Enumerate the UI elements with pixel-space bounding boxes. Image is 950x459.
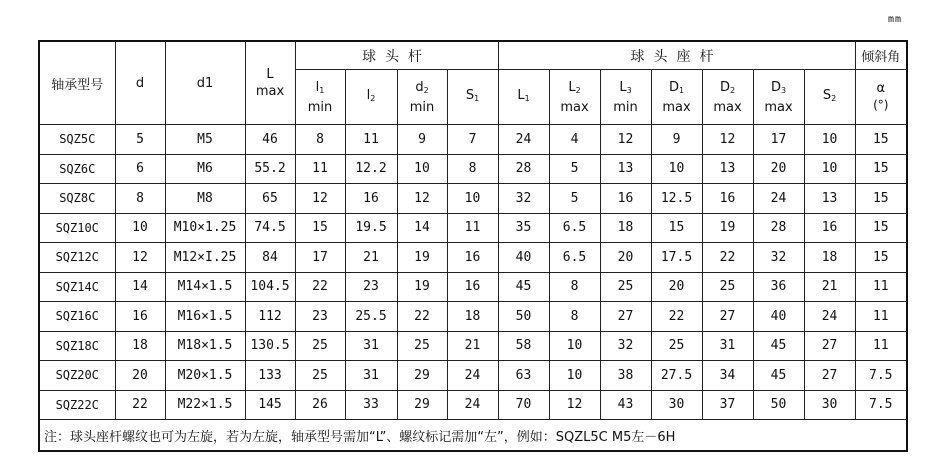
value-cell: 25 <box>702 272 753 302</box>
value-cell: 22 <box>651 302 702 332</box>
value-cell: 10 <box>804 154 855 184</box>
value-cell: 5 <box>115 125 165 155</box>
value-cell: 29 <box>397 361 447 391</box>
value-cell: 12 <box>115 243 165 273</box>
header-D3-extra: max <box>764 99 793 115</box>
header-L2 <box>549 70 600 125</box>
value-cell: 25 <box>397 331 447 361</box>
value-cell: 16 <box>600 184 651 214</box>
value-cell: 20 <box>753 154 804 184</box>
table-row <box>39 390 907 420</box>
value-cell: M5 <box>165 125 245 155</box>
header-S2-main: S <box>822 88 832 103</box>
value-cell: 20 <box>115 361 165 391</box>
value-cell: 26 <box>295 390 345 420</box>
value-cell: 25.5 <box>345 302 397 332</box>
value-cell: 23 <box>345 272 397 302</box>
value-cell: 24 <box>447 361 498 391</box>
value-cell: 4 <box>549 125 600 155</box>
value-cell: 10 <box>804 125 855 155</box>
value-cell: 11 <box>855 302 907 332</box>
value-cell: 8 <box>549 302 600 332</box>
header-d2-extra: min <box>409 99 435 115</box>
value-cell: M14×1.5 <box>165 272 245 302</box>
table-row <box>39 331 907 361</box>
header-L1-symbol <box>499 87 549 107</box>
value-cell: 45 <box>753 361 804 391</box>
value-cell: 70 <box>498 390 549 420</box>
header-D3-sub: 3 <box>780 85 787 95</box>
header-D3 <box>753 70 804 125</box>
value-cell: 21 <box>447 331 498 361</box>
value-cell: 37 <box>702 390 753 420</box>
value-cell: 14 <box>115 272 165 302</box>
table-row <box>39 125 907 155</box>
table-row <box>39 302 907 332</box>
header-tilt-group: 倾斜角 <box>855 41 907 70</box>
value-cell: 65 <box>245 184 295 214</box>
value-cell: 21 <box>345 243 397 273</box>
value-cell: 22 <box>115 390 165 420</box>
header-D2-sub: 2 <box>729 85 736 95</box>
header-D1-main: D <box>668 79 679 95</box>
value-cell: 31 <box>345 331 397 361</box>
value-cell: 22 <box>295 272 345 302</box>
header-d2-main: d <box>415 79 424 95</box>
value-cell: 24 <box>753 184 804 214</box>
model-cell: SQZ14C <box>39 272 115 302</box>
header-model: 轴承型号 <box>39 41 115 125</box>
header-S1-main: S <box>465 88 475 103</box>
value-cell: 15 <box>855 184 907 214</box>
header-d1: d1 <box>165 41 245 125</box>
value-cell: 84 <box>245 243 295 273</box>
header-D1-extra: max <box>662 99 691 115</box>
value-cell: 10 <box>651 154 702 184</box>
table-row <box>39 272 907 302</box>
model-cell: SQZ22C <box>39 390 115 420</box>
value-cell: 29 <box>397 390 447 420</box>
value-cell: 104.5 <box>245 272 295 302</box>
header-D1-symbol <box>652 79 702 99</box>
value-cell: 15 <box>651 213 702 243</box>
value-cell: 15 <box>295 213 345 243</box>
header-d2-symbol <box>398 79 447 99</box>
value-cell: M18×1.5 <box>165 331 245 361</box>
value-cell: 19 <box>397 243 447 273</box>
value-cell: 10 <box>397 154 447 184</box>
header-D2 <box>702 70 753 125</box>
value-cell: 28 <box>498 154 549 184</box>
value-cell: 12 <box>702 125 753 155</box>
value-cell: 27.5 <box>651 361 702 391</box>
header-ball-seat-group: 球头座杆 <box>498 41 855 70</box>
value-cell: 112 <box>245 302 295 332</box>
value-cell: 25 <box>295 331 345 361</box>
footnote: 注：球头座杆螺纹也可为左旋，若为左旋，轴承型号需加“L”、螺纹标记需加“左”，例如：SQZL5C M5左－6H <box>39 420 907 452</box>
header-l1-symbol <box>296 79 345 99</box>
header-L-sub: max <box>255 84 285 99</box>
value-cell: 36 <box>753 272 804 302</box>
header-alpha <box>855 70 907 125</box>
value-cell: 17 <box>753 125 804 155</box>
value-cell: 8 <box>295 125 345 155</box>
value-cell: 45 <box>753 331 804 361</box>
value-cell: 16 <box>804 213 855 243</box>
model-cell: SQZ16C <box>39 302 115 332</box>
value-cell: 25 <box>600 272 651 302</box>
model-cell: SQZ6C <box>39 154 115 184</box>
value-cell: 55.2 <box>245 154 295 184</box>
header-L3-extra: min <box>613 99 638 115</box>
value-cell: 50 <box>753 390 804 420</box>
value-cell: M10×1.25 <box>165 213 245 243</box>
value-cell: 5 <box>549 184 600 214</box>
header-l1-main: l <box>315 79 320 95</box>
header-D2-main: D <box>719 79 730 95</box>
value-cell: 145 <box>245 390 295 420</box>
value-cell: 40 <box>753 302 804 332</box>
value-cell: 10 <box>447 184 498 214</box>
header-L1 <box>498 70 549 125</box>
header-L-main: L <box>266 67 274 82</box>
header-L3-main: L <box>619 79 627 95</box>
value-cell: 27 <box>804 331 855 361</box>
value-cell: 11 <box>855 272 907 302</box>
value-cell: 31 <box>702 331 753 361</box>
value-cell: 23 <box>295 302 345 332</box>
model-cell: SQZ10C <box>39 213 115 243</box>
value-cell: M20×1.5 <box>165 361 245 391</box>
value-cell: 25 <box>651 331 702 361</box>
value-cell: 32 <box>753 243 804 273</box>
value-cell: 16 <box>447 272 498 302</box>
value-cell: 12.5 <box>651 184 702 214</box>
value-cell: 10 <box>115 213 165 243</box>
value-cell: 130.5 <box>245 331 295 361</box>
header-d2-sub: 2 <box>423 85 429 95</box>
header-L3 <box>600 70 651 125</box>
value-cell: 12 <box>549 390 600 420</box>
value-cell: 8 <box>115 184 165 214</box>
header-l1-sub: 1 <box>319 85 325 95</box>
value-cell: 16 <box>447 243 498 273</box>
value-cell: 16 <box>345 184 397 214</box>
value-cell: 9 <box>651 125 702 155</box>
value-cell: 13 <box>804 184 855 214</box>
value-cell: 6.5 <box>549 243 600 273</box>
header-S2 <box>804 70 855 125</box>
value-cell: 11 <box>345 125 397 155</box>
header-l1-extra: min <box>307 99 333 115</box>
value-cell: 46 <box>245 125 295 155</box>
value-cell: 12 <box>600 125 651 155</box>
table-body <box>39 125 907 420</box>
value-cell: 63 <box>498 361 549 391</box>
value-cell: 30 <box>804 390 855 420</box>
header-l2-sub: 2 <box>370 94 376 103</box>
value-cell: 10 <box>549 361 600 391</box>
value-cell: 20 <box>600 243 651 273</box>
value-cell: 58 <box>498 331 549 361</box>
value-cell: 43 <box>600 390 651 420</box>
spec-table <box>38 40 908 452</box>
value-cell: M8 <box>165 184 245 214</box>
value-cell: 34 <box>702 361 753 391</box>
header-L2-symbol <box>550 79 600 99</box>
header-L3-sub: 3 <box>626 85 632 95</box>
value-cell: 12 <box>295 184 345 214</box>
value-cell: 18 <box>600 213 651 243</box>
table-row <box>39 243 907 273</box>
value-cell: 7 <box>447 125 498 155</box>
header-d2 <box>397 70 447 125</box>
value-cell: 14 <box>397 213 447 243</box>
header-S1-sub: 1 <box>474 94 480 103</box>
value-cell: 19 <box>702 213 753 243</box>
value-cell: M16×1.5 <box>165 302 245 332</box>
header-L2-main: L <box>568 79 576 95</box>
value-cell: 16 <box>115 302 165 332</box>
value-cell: 33 <box>345 390 397 420</box>
header-L2-extra: max <box>560 99 589 115</box>
value-cell: 12.2 <box>345 154 397 184</box>
header-alpha-unit: (°) <box>873 98 889 112</box>
header-S2-sub: 2 <box>831 94 837 103</box>
header-D1 <box>651 70 702 125</box>
header-S1-symbol <box>448 87 498 107</box>
header-l2-main: l <box>366 88 371 103</box>
header-D1-sub: 1 <box>678 85 685 95</box>
value-cell: 27 <box>600 302 651 332</box>
header-D3-main: D <box>770 79 781 95</box>
value-cell: 19 <box>397 272 447 302</box>
table-row <box>39 154 907 184</box>
value-cell: 32 <box>600 331 651 361</box>
value-cell: 32 <box>498 184 549 214</box>
value-cell: 8 <box>447 154 498 184</box>
header-ball-stud-group: 球头杆 <box>295 41 498 70</box>
header-L1-sub: 1 <box>524 94 530 103</box>
unit-label: mm <box>888 14 903 25</box>
table-row <box>39 361 907 391</box>
header-l2-symbol <box>346 87 397 107</box>
value-cell: 24 <box>498 125 549 155</box>
value-cell: 20 <box>651 272 702 302</box>
value-cell: M6 <box>165 154 245 184</box>
header-alpha-main: α <box>876 81 886 96</box>
value-cell: 11 <box>855 331 907 361</box>
value-cell: 133 <box>245 361 295 391</box>
value-cell: 15 <box>855 243 907 273</box>
header-D3-symbol <box>754 79 804 99</box>
value-cell: 6 <box>115 154 165 184</box>
value-cell: 19.5 <box>345 213 397 243</box>
header-D2-symbol <box>703 79 753 99</box>
value-cell: 13 <box>702 154 753 184</box>
model-cell: SQZ18C <box>39 331 115 361</box>
header-L <box>245 41 295 125</box>
table-row <box>39 184 907 214</box>
model-cell: SQZ5C <box>39 125 115 155</box>
value-cell: 25 <box>295 361 345 391</box>
header-L3-symbol <box>601 79 651 99</box>
value-cell: 28 <box>753 213 804 243</box>
value-cell: 5 <box>549 154 600 184</box>
header-S2-symbol <box>805 87 855 107</box>
table-row <box>39 213 907 243</box>
header-D2-extra: max <box>713 99 742 115</box>
value-cell: 18 <box>804 243 855 273</box>
value-cell: M12×I.25 <box>165 243 245 273</box>
value-cell: 8 <box>549 272 600 302</box>
value-cell: 27 <box>804 361 855 391</box>
value-cell: 22 <box>397 302 447 332</box>
value-cell: 18 <box>447 302 498 332</box>
header-l1 <box>295 70 345 125</box>
header-L1-main: L <box>517 88 525 103</box>
value-cell: 7.5 <box>855 361 907 391</box>
model-cell: SQZ8C <box>39 184 115 214</box>
value-cell: 13 <box>600 154 651 184</box>
header-d: d <box>115 41 165 125</box>
value-cell: 16 <box>702 184 753 214</box>
value-cell: 15 <box>855 154 907 184</box>
value-cell: 6.5 <box>549 213 600 243</box>
model-cell: SQZ20C <box>39 361 115 391</box>
value-cell: 24 <box>447 390 498 420</box>
value-cell: 15 <box>855 213 907 243</box>
value-cell: 10 <box>549 331 600 361</box>
value-cell: 35 <box>498 213 549 243</box>
value-cell: 27 <box>702 302 753 332</box>
value-cell: 12 <box>397 184 447 214</box>
value-cell: 38 <box>600 361 651 391</box>
value-cell: 45 <box>498 272 549 302</box>
value-cell: 15 <box>855 125 907 155</box>
value-cell: 21 <box>804 272 855 302</box>
value-cell: 24 <box>804 302 855 332</box>
value-cell: 17 <box>295 243 345 273</box>
value-cell: 17.5 <box>651 243 702 273</box>
value-cell: 11 <box>295 154 345 184</box>
header-l2 <box>345 70 397 125</box>
value-cell: 30 <box>651 390 702 420</box>
value-cell: 7.5 <box>855 390 907 420</box>
value-cell: 11 <box>447 213 498 243</box>
value-cell: M22×1.5 <box>165 390 245 420</box>
model-cell: SQZ12C <box>39 243 115 273</box>
header-S1 <box>447 70 498 125</box>
value-cell: 74.5 <box>245 213 295 243</box>
value-cell: 22 <box>702 243 753 273</box>
value-cell: 50 <box>498 302 549 332</box>
value-cell: 9 <box>397 125 447 155</box>
value-cell: 31 <box>345 361 397 391</box>
value-cell: 18 <box>115 331 165 361</box>
header-L2-sub: 2 <box>575 85 581 95</box>
value-cell: 40 <box>498 243 549 273</box>
